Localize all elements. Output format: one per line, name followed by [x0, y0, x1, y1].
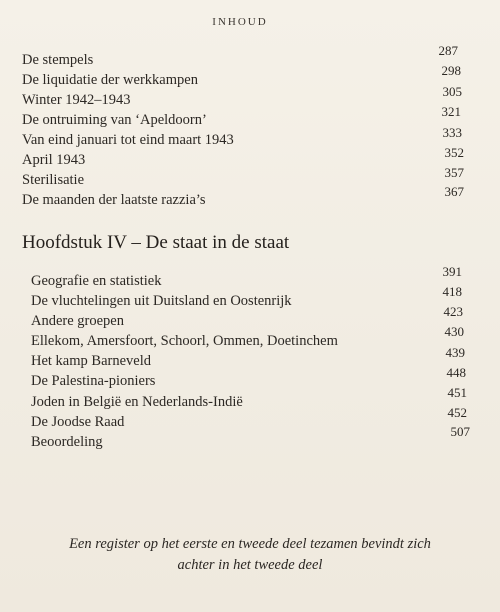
- toc-entry-title: De stempels: [22, 52, 94, 68]
- toc-entry-page: 352: [444, 145, 464, 160]
- register-note-line-2: achter in het tweede deel: [177, 557, 323, 573]
- toc-entry-page: 298: [441, 63, 461, 78]
- toc-entry-title: De maanden der laatste razzia’s: [22, 192, 206, 208]
- toc-entry-title: Sterilisatie: [22, 172, 85, 188]
- toc-entry-page: 451: [447, 385, 467, 400]
- toc-entry-page: 452: [447, 405, 467, 420]
- chapter-heading: Hoofdstuk IV – De staat in de staat: [22, 232, 290, 253]
- toc-entry-title: De vluchtelingen uit Duitsland en Oostenrijk: [31, 293, 292, 309]
- toc-entry-title: De liquidatie der werkkampen: [22, 72, 198, 88]
- toc-entry-page: 391: [442, 264, 462, 279]
- toc-entry-title: April 1943: [22, 152, 86, 168]
- toc-entry-page: 357: [444, 165, 464, 180]
- toc-entry-title: Het kamp Barneveld: [31, 353, 151, 369]
- toc-entry-page: 448: [446, 365, 466, 380]
- toc-entry-title: Geografie en statistiek: [31, 273, 162, 289]
- toc-entry-page: 507: [450, 424, 470, 439]
- toc-entry-page: 367: [444, 184, 464, 199]
- toc-entry-title: Van eind januari tot eind maart 1943: [22, 132, 234, 148]
- toc-entry-page: 287: [438, 43, 458, 58]
- toc-entry-page: 333: [442, 125, 462, 140]
- toc-entry-title: De Palestina-pioniers: [31, 373, 156, 389]
- toc-entry-title: De ontruiming van ‘Apeldoorn’: [22, 112, 207, 128]
- toc-entry-title: Winter 1942–1943: [22, 92, 131, 108]
- toc-entry-page: 305: [442, 84, 462, 99]
- page-header: INHOUD: [212, 16, 268, 28]
- toc-entry-title: De Joodse Raad: [31, 414, 125, 430]
- toc-entry-page: 423: [443, 304, 463, 319]
- toc-entry-page: 439: [445, 345, 465, 360]
- toc-entry-title: Beoordeling: [31, 434, 103, 450]
- toc-entry-page: 430: [444, 324, 464, 339]
- toc-entry-page: 321: [441, 104, 461, 119]
- toc-entry-title: Joden in België en Nederlands-Indië: [31, 394, 243, 410]
- toc-entry-title: Andere groepen: [31, 313, 124, 329]
- toc-entry-page: 418: [442, 284, 462, 299]
- toc-entry-title: Ellekom, Amersfoort, Schoorl, Ommen, Doetinchem: [31, 333, 338, 349]
- register-note-line-1: Een register op het eerste en tweede deel tezamen bevindt zich: [69, 536, 431, 552]
